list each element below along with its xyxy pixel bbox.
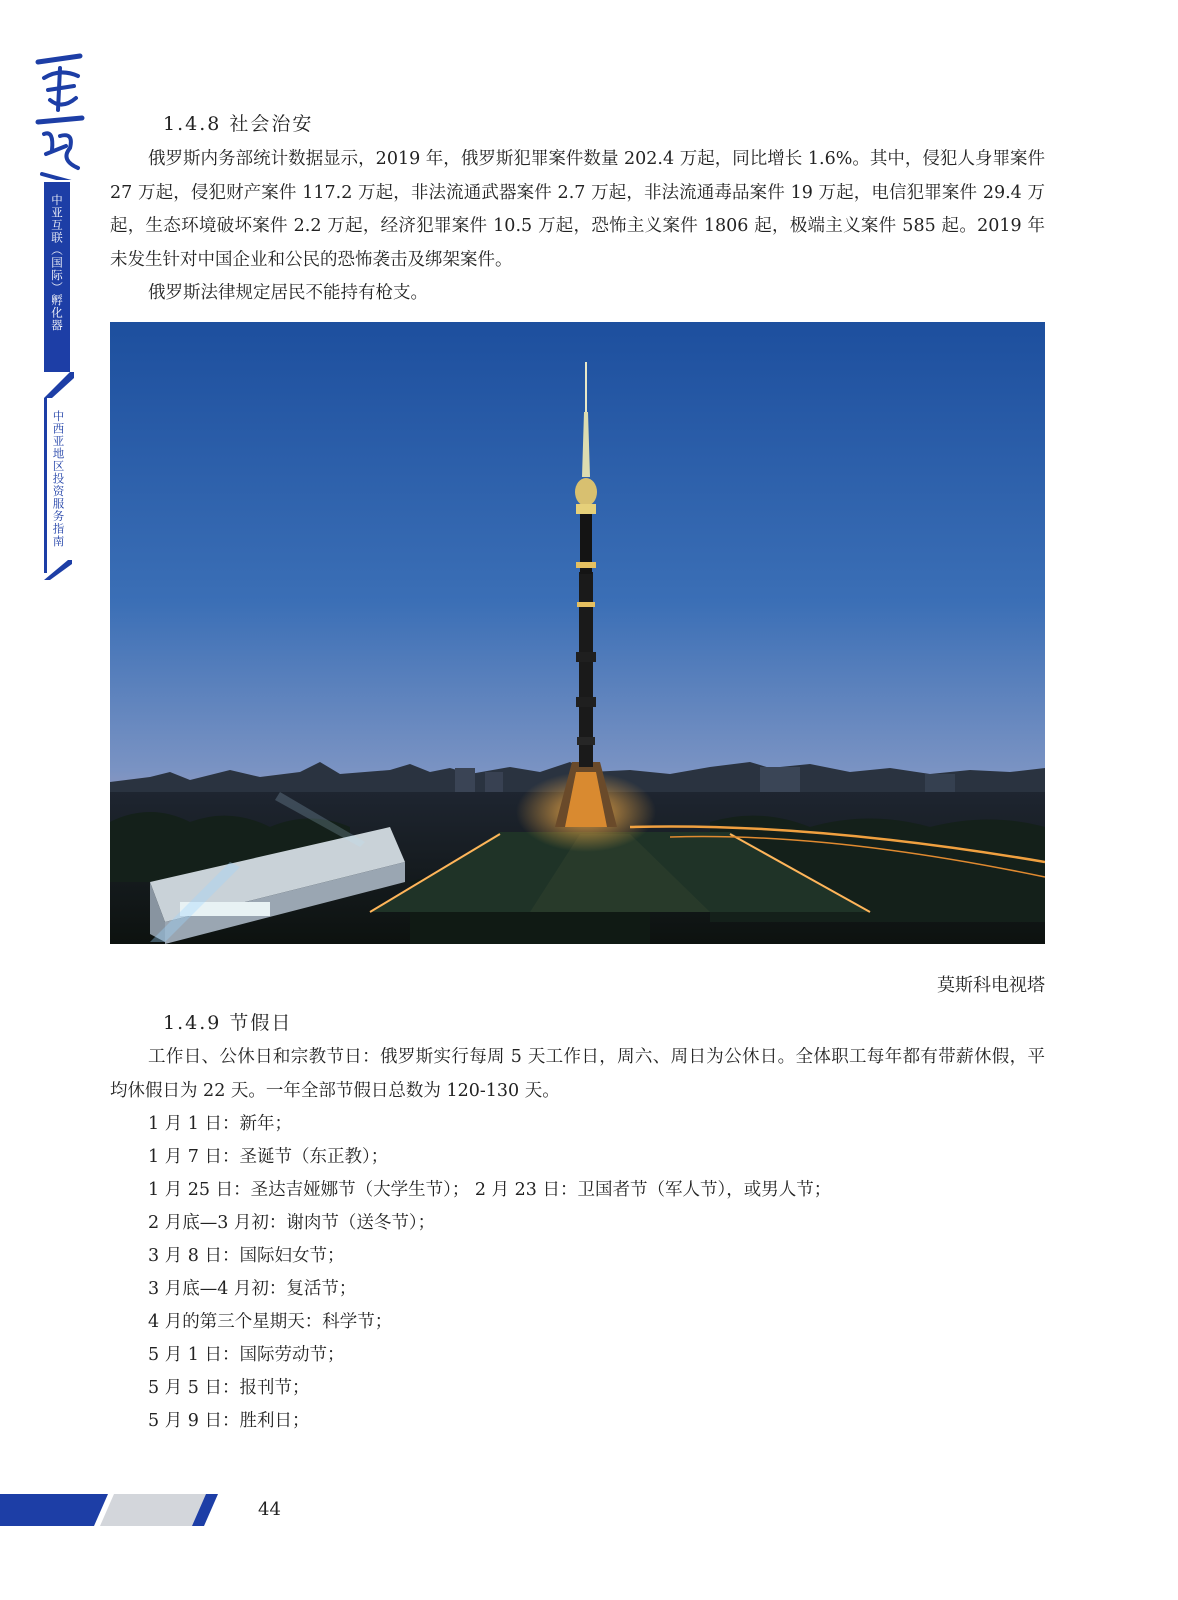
sidebar-tab-incubator: 中亚互联（国际）孵化器 [44, 182, 70, 372]
paragraph-crime-statistics: 俄罗斯内务部统计数据显示，2019 年，俄罗斯犯罪案件数量 202.4 万起，同比增长 1.6%。其中，侵犯人身罪案件 27 万起，侵犯财产案件 117.2 万起，非法流通武器案件 2.7 万起，非法流通毒品案件 19 万起，电信犯罪案件 29.4 万起，生态环境破坏案件 2.2 万起，经济犯罪案件 10.5 万起，恐怖主义案件 1806 起，极端主义案件 585 起。2019 年未发生针对中国企业和公民的恐怖袭击及绑架案件。 [110, 149, 1045, 270]
belt-road-logo [30, 50, 90, 187]
page-number: 44 [258, 1499, 281, 1520]
footer-stripe-decoration [0, 1490, 230, 1530]
holiday-item: 1 月 1 日：新年； [148, 1114, 292, 1134]
section-heading-public-security: 1.4.8 社会治安 [163, 113, 314, 135]
paragraph-gun-law: 俄罗斯法律规定居民不能持有枪支。 [148, 283, 428, 303]
sidebar [0, 0, 90, 620]
moscow-tv-tower-photo [110, 322, 1045, 944]
holiday-item: 1 月 7 日：圣诞节（东正教）； [148, 1147, 389, 1167]
section-heading-holidays: 1.4.9 节假日 [163, 1012, 293, 1034]
paragraph-working-days: 工作日、公休日和宗教节日：俄罗斯实行每周 5 天工作日，周六、周日为公休日。全体职工每年都有带薪休假，平均休假日为 22 天。一年全部节假日总数为 120-130 天。 [110, 1047, 1045, 1101]
holiday-item: 4 月的第三个星期天：科学节； [148, 1312, 393, 1332]
holiday-list [148, 1108, 831, 1438]
holiday-item: 3 月 8 日：国际妇女节； [148, 1246, 345, 1266]
holiday-item: 5 月 9 日：胜利日； [148, 1411, 310, 1431]
sidebar-tab-guide: 中西亚地区投资服务指南 [44, 398, 70, 573]
holiday-item: 5 月 5 日：报刊节； [148, 1378, 310, 1398]
photo-caption: 莫斯科电视塔 [937, 975, 1045, 996]
holiday-item: 2 月底—3 月初：谢肉节（送冬节）； [148, 1213, 436, 1233]
holiday-item: 3 月底—4 月初：复活节； [148, 1279, 357, 1299]
logo-calligraphy-icon [30, 50, 90, 180]
holiday-item: 1 月 25 日：圣达吉娅娜节（大学生节）； 2 月 23 日：卫国者节（军人节），或男人节； [148, 1180, 832, 1200]
sidebar-divider-stripe [40, 368, 74, 398]
holiday-item: 5 月 1 日：国际劳动节； [148, 1345, 345, 1365]
sidebar-end-stripe [44, 558, 72, 580]
